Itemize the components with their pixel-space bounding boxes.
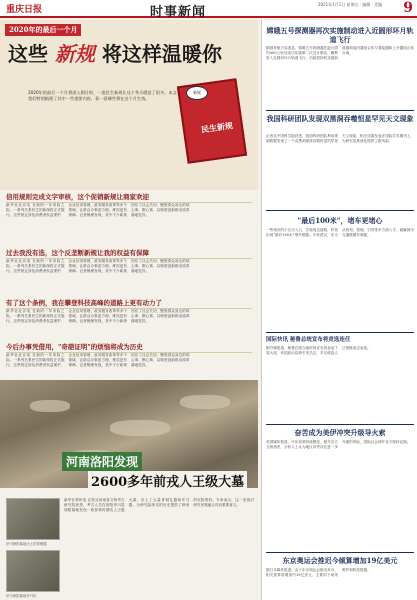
section-title: 时事新闻: [150, 5, 207, 20]
story-headline-4: 国际快讯 秘鲁总统宣布将竞选连任: [266, 337, 351, 343]
photo-detail: [180, 395, 230, 409]
divider: [266, 424, 414, 425]
subhead-3: 有了这个条例，我在攀登科技高峰的道路上更有动力了: [6, 298, 252, 309]
body-block-4: 新华社北京电 在新的一年来临之际，一系列关系民生的新规将正式施行。这些规定涉及消费者权益保护、企业信用管理、政务服务改革等多个领域，让群众办事更方便，维权更有保障。记者梳理发现，其中不少新规回应了社会关切，聚焦群众身边的烦心事、揪心事，以制度创新推动改革落地见效。: [6, 353, 190, 367]
story-headline-1: 嫦娥五号探测器再次实施制动进入近圆形环月轨道飞行: [266, 26, 414, 44]
chariot-thumbnail: [6, 550, 60, 592]
right-column: [261, 20, 417, 600]
thumbnail-caption-2: 伊川徐阳墓地车马坑: [6, 594, 37, 598]
story-body-5: 美国媒体报道，中东局势持续紧张，相关各方互相指责，分析人士认为地区冲突存在进一步升级的风险，国际社会呼吁各方保持克制。: [266, 440, 411, 449]
body-block-2: 新华社北京电 在新的一年来临之际，一系列关系民生的新规将正式施行。这些规定涉及消费者权益保护、企业信用管理、政务服务改革等多个领域，让群众办事更方便，维权更有保障。记者梳理发现，其中不少新规回应了社会关切，聚焦群众身边的烦心事、揪心事，以制度创新推动改革落地见效。: [6, 259, 190, 273]
headline-highlight: 新规: [54, 42, 95, 66]
photo-subtitle: 2600多年前戎人王级大墓: [88, 471, 247, 490]
divider: [266, 110, 414, 111]
story-headline-3: "最后100米"，堵车更堵心: [297, 216, 383, 225]
story-body-4: 据外媒报道，秘鲁总统当地时间宣布将参加下届大选，该国政坛局势引发关注，多名候选人已相继表态参选。: [266, 346, 371, 355]
story-body-1: 据国家航天局消息，嫦娥五号探测器在距月面约400公里处成功实施第二次近月制动，顺利进入近圆形环月轨道飞行。后续将择机实施轨道器和返回器组合体与着陆器和上升器组合体分离。: [266, 46, 414, 60]
story-headline-6: 东京奥运会推迟今倾算增加19亿美元: [282, 556, 398, 565]
divider: [266, 552, 414, 553]
subhead-4: 今后办事凭借用，"奇葩证明"的烦恼将成为历史: [6, 342, 252, 353]
tomb-article-body: 新华社郑州电 记者从河南省文物考古研究院获悉，考古人员在洛阳伊川县徐阳墓地发现一座春秋时期戎人王级大墓，出土了大量青铜礼器和车马器，为研究陆浑戎的历史提供了珍贵的实物资料。专家表示，这一发现对研究民族融合具有重要意义。: [64, 498, 254, 512]
subhead-2: 过去我没有选，这个反垄断新规让我的权益有保障: [6, 248, 252, 259]
book-label: 民生新规: [200, 121, 234, 135]
divider: [266, 210, 414, 211]
speech-bubble: 新规: [186, 86, 208, 100]
story-headline-5: 奋苦成为美伊冲突升级导火索: [294, 428, 386, 437]
bronze-thumbnail: [6, 498, 60, 540]
masthead: [0, 0, 417, 18]
divider: [266, 332, 414, 333]
photo-title: 河南洛阳发现: [62, 452, 142, 471]
feature-header: [0, 20, 258, 190]
body-block-1: 新华社北京电 在新的一年来临之际，一系列关系民生的新规将正式施行。这些规定涉及消费者权益保护、企业信用管理、政务服务改革等多个领域，让群众办事更方便，维权更有保障。记者梳理发现，其中不少新规回应了社会关切，聚焦群众身边的烦心事、揪心事，以制度创新推动改革落地见效。: [6, 203, 190, 217]
issue-meta: 2021年1月1日 星期五 · 编辑 · 美编: [318, 2, 383, 7]
page-number: 9: [403, 0, 413, 16]
feature-headline: [8, 38, 222, 67]
newspaper-logo: 重庆日报: [6, 5, 43, 15]
body-block-3: 新华社北京电 在新的一年来临之际，一系列关系民生的新规将正式施行。这些规定涉及消费者权益保护、企业信用管理、政务服务改革等多个领域，让群众办事更方便，维权更有保障。记者梳理发现，其中不少新规回应了社会关切，聚焦群众身边的烦心事、揪心事，以制度创新推动改革落地见效。: [6, 309, 190, 323]
subhead-1: 信用规则完成文字审核，这个促销新规让商家欢迎: [6, 192, 252, 203]
photo-detail: [30, 400, 70, 412]
headline-post: 将这样温暖你: [101, 42, 222, 66]
feature-lead: 2020年的最后一个月将进入倒计时，一批民生新规让这个冬天暖意了很多。本文我们特别梳理了其中一些重要内容，看一看哪些将在这个月生效。: [28, 90, 177, 101]
story-body-3: 一些城市的小区出入口、学校周边道路，时常出现"最后100米"堵车难题。专家建议，应当从规划、管理、引导等多方面入手，破解城市交通微循环难题。: [266, 228, 414, 237]
feature-tag: 2020年的最后一个月: [5, 24, 81, 36]
headline-pre: 这些: [8, 42, 48, 66]
story-headline-2: 我国科研团队发现双黑洞吞噬恒星罕见天文现象: [266, 114, 414, 123]
story-body-2: 记者从中国科学院获悉，我国科研团队利用观测数据发现了一个双黑洞系统吞噬恒星的罕见天文现象，相关成果发表在国际学术期刊上，为研究星系演化提供了新线索。: [266, 134, 414, 143]
left-column: [0, 20, 258, 600]
thumbnail-caption-1: 伊川徐阳墓地出土的青铜器: [6, 542, 47, 546]
story-body-6: 据日本媒体报道，由于东京奥运会推迟举办，相关预算将增加约19亿美元，主要用于场馆维护和防疫措施。: [266, 568, 371, 577]
photo-detail: [110, 420, 170, 436]
